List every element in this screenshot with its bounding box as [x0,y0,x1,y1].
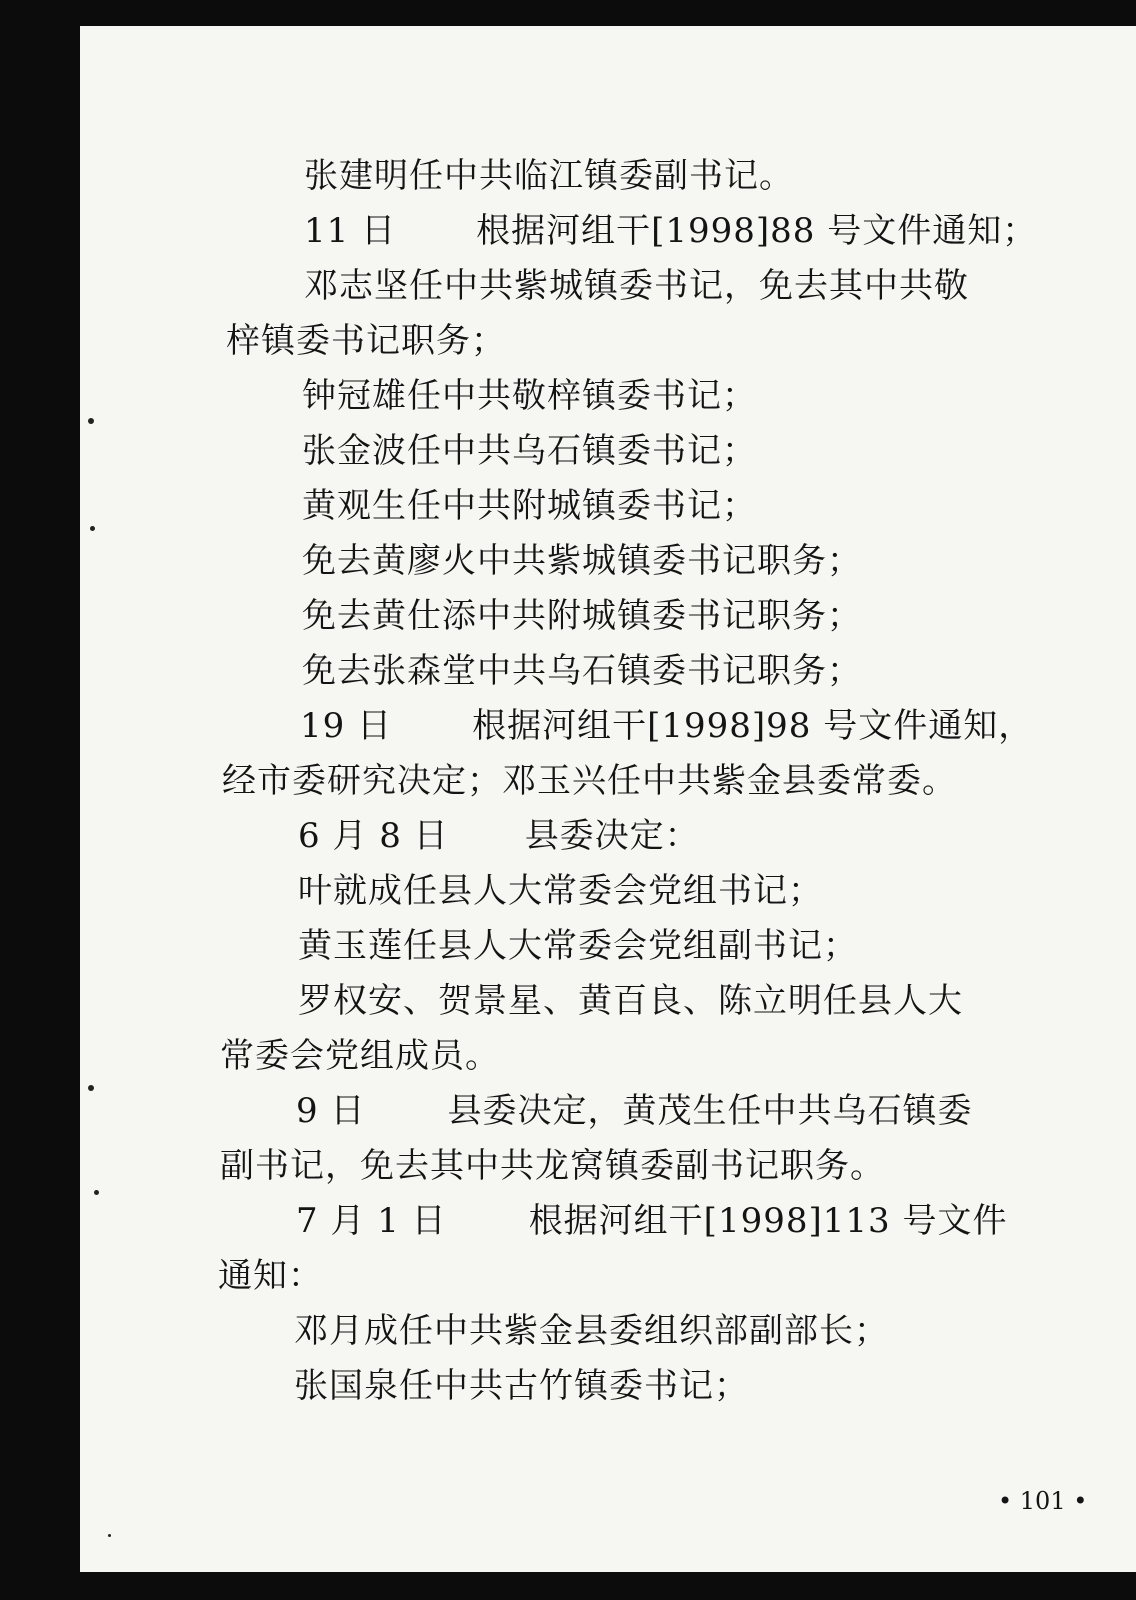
text-line: 免去黄仕添中共附城镇委书记职务； [302,596,862,636]
text-line: 邓月成任中共紫金县委组织部副部长； [294,1311,889,1351]
text-line: 张国泉任中共古竹镇委书记； [294,1366,749,1406]
scan-speck [94,1190,99,1195]
entry-date: 9 日 [296,1091,366,1131]
text-line: 通知： [218,1256,323,1296]
text-line: 免去黄廖火中共紫城镇委书记职务； [302,541,862,581]
entry-text: 根据河组干[1998]113 号文件 [528,1201,1008,1241]
text-line: 张建明任中共临江镇委副书记。 [304,156,794,196]
entry-text: 县委决定，黄茂生任中共乌石镇委 [447,1091,973,1131]
scan-speck [108,1534,111,1537]
text-line: 邓志坚任中共紫城镇委书记，免去其中共敬 [304,266,969,306]
scan-speck [90,526,95,531]
dated-entry-line [296,1091,972,1131]
document-page [80,26,1136,1572]
text-line: 钟冠雄任中共敬梓镇委书记； [302,376,757,416]
entry-text: 县委决定： [524,816,700,856]
entry-date: 6 月 8 日 [298,816,449,856]
entry-date: 11 日 [304,211,397,251]
dated-entry-line [304,211,1037,251]
text-line: 叶就成任县人大常委会党组书记； [298,871,823,911]
scan-speck [88,418,94,424]
text-line: 黄玉莲任县人大常委会党组副书记； [298,926,858,966]
entry-date: 19 日 [300,706,393,746]
entry-date: 7 月 1 日 [296,1201,447,1241]
page-number: • 101 • [998,1487,1088,1515]
text-line: 经市委研究决定；邓玉兴任中共紫金县委常委。 [222,761,957,801]
text-line: 副书记，免去其中共龙窝镇委副书记职务。 [220,1146,885,1186]
dated-entry-line [298,816,700,856]
text-line: 罗权安、贺景星、黄百良、陈立明任县人大 [298,981,963,1021]
text-line: 张金波任中共乌石镇委书记； [302,431,757,471]
text-line: 常委会党组成员。 [220,1036,500,1076]
text-line: 梓镇委书记职务； [226,321,506,361]
entry-text: 根据河组干[1998]88 号文件通知； [476,211,1038,251]
scan-speck [88,1085,94,1091]
dated-entry-line [296,1201,1007,1241]
text-line: 免去张森堂中共乌石镇委书记职务； [302,651,862,691]
dated-entry-line [300,706,1033,746]
text-line: 黄观生任中共附城镇委书记； [302,486,757,526]
entry-text: 根据河组干[1998]98 号文件通知， [472,706,1034,746]
